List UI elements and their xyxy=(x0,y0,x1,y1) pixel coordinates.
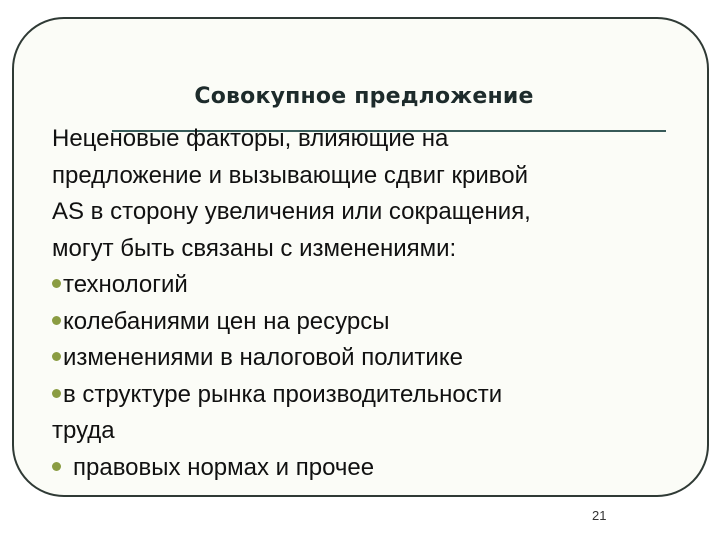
bullet-item-legal-norms xyxy=(52,450,692,487)
intro-line-2: предложение и вызывающие сдвиг кривой xyxy=(52,161,528,189)
bullet-item-resource-prices xyxy=(52,304,692,341)
bullet-item-market-structure xyxy=(52,377,692,414)
bullet-text: изменениями в налоговой политике xyxy=(63,344,463,371)
bullet-text: технологий xyxy=(63,271,188,298)
page-number: 21 xyxy=(592,508,607,523)
bullet-dot-icon xyxy=(52,352,61,361)
bullet-item-technology xyxy=(52,267,692,304)
slide-body xyxy=(52,121,692,486)
intro-line-3: AS в сторону увеличения или сокращения, xyxy=(52,198,531,225)
bullet-text: колебаниями цен на ресурсы xyxy=(63,307,390,335)
intro-line-4: могут быть связаны с изменениями: xyxy=(52,234,457,262)
bullet-dot-icon xyxy=(52,462,61,471)
bullet-text: в структуре рынка производительности xyxy=(63,380,503,408)
bullet-dot-icon xyxy=(52,316,61,325)
bullet-text: правовых нормах и прочее xyxy=(73,453,375,481)
slide-title: Совокупное предложение xyxy=(194,84,534,109)
bullet-continuation: труда xyxy=(52,417,115,444)
bullet-item-tax-policy xyxy=(52,340,692,377)
bullet-dot-icon xyxy=(52,389,61,398)
intro-line-1: Неценовые факторы, влияющие на xyxy=(52,125,449,152)
bullet-dot-icon xyxy=(52,279,61,288)
